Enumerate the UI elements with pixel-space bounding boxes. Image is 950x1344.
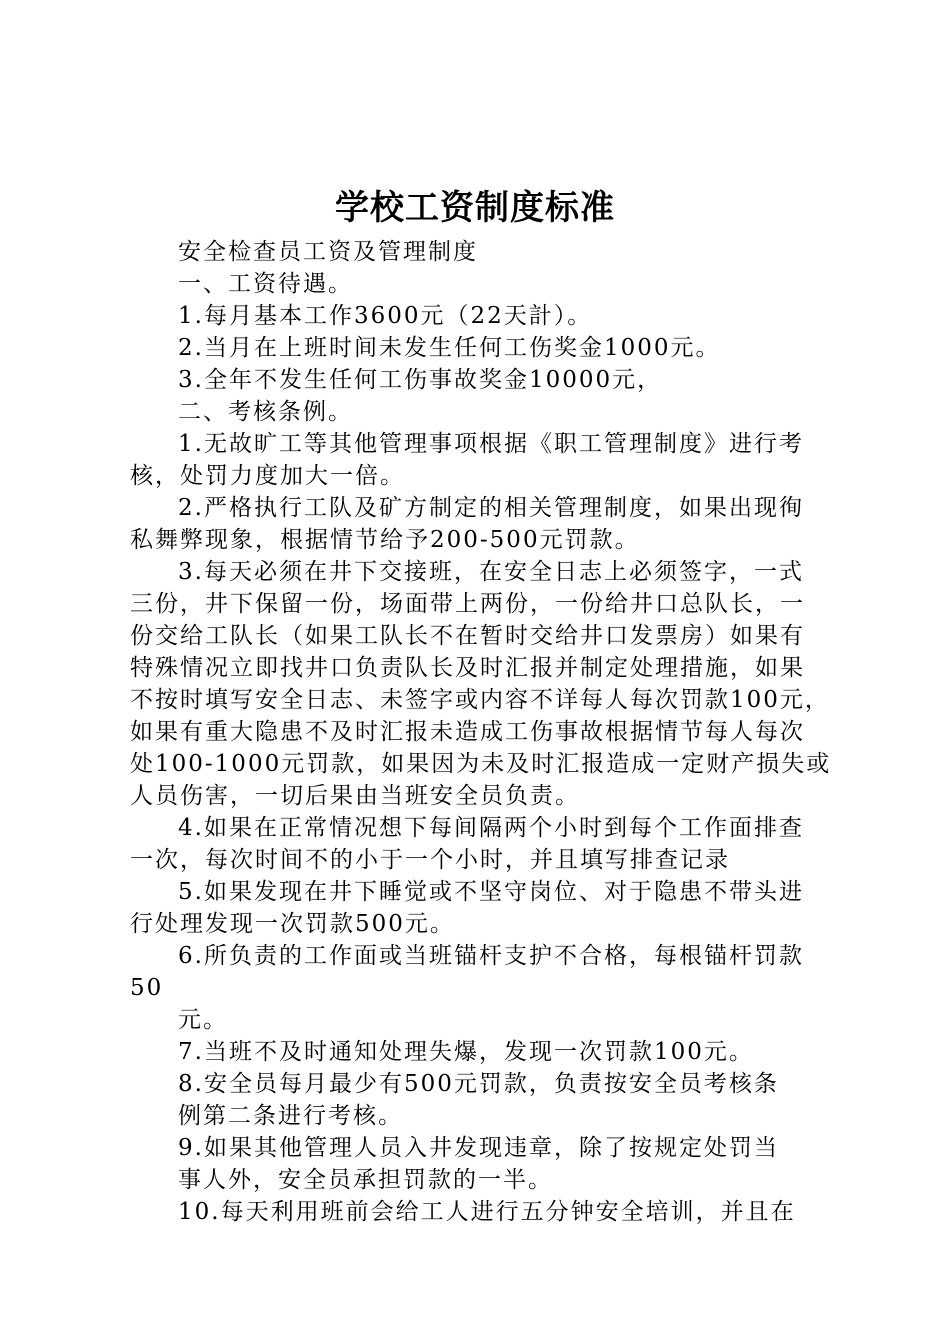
paragraph-line: 8.安全员每月最少有500元罚款，负责按安全员考核条 — [178, 1071, 779, 1097]
paragraph-line: 不按时填写安全日志、未签字或内容不详每人每次罚款100元， — [130, 687, 830, 713]
paragraph-line: 6.所负责的工作面或当班锚杆支护不合格，每根锚杆罚款 — [178, 943, 804, 969]
paragraph-line: 如果有重大隐患不及时汇报未造成工伤事故根据情节每人每次 — [130, 719, 805, 745]
paragraph-line: 三份，井下保留一份，场面带上两份，一份给井口总队长，一 — [130, 591, 805, 617]
paragraph-line: 私舞弊现象，根据情节给予200-500元罚款。 — [130, 527, 640, 553]
section-heading: 二、考核条例。 — [178, 399, 353, 425]
paragraph-line: 行处理发现一次罚款500元。 — [130, 911, 455, 937]
paragraph-line: 1.每月基本工作3600元（22天計）。 — [178, 303, 593, 329]
document-body — [130, 236, 835, 1228]
paragraph-line: 事人外，安全员承担罚款的一半。 — [178, 1167, 553, 1193]
paragraph-line: 2.当月在上班时间未发生任何工伤奖金1000元。 — [178, 335, 721, 361]
paragraph-line: 10.每天利用班前会给工人进行五分钟安全培训，并且在 — [178, 1199, 796, 1225]
paragraph-line: 2.严格执行工队及矿方制定的相关管理制度，如果出现徇 — [178, 495, 804, 521]
paragraph-line: 安全检查员工资及管理制度 — [178, 239, 478, 265]
section-heading: 一、工资待遇。 — [178, 271, 353, 297]
paragraph-line: 50 — [130, 975, 164, 1001]
paragraph-line: 7.当班不及时通知处理失爆，发现一次罚款100元。 — [178, 1039, 754, 1065]
paragraph-line: 人员伤害，一切后果由当班安全员负责。 — [130, 783, 580, 809]
paragraph-line: 特殊情况立即找井口负责队长及时汇报并制定处理措施，如果 — [130, 655, 805, 681]
paragraph-line: 核，处罚力度加大一倍。 — [130, 463, 405, 489]
paragraph-line: 3.每天必须在井下交接班，在安全日志上必须签字，一式 — [178, 559, 804, 585]
paragraph-line: 9.如果其他管理人员入井发现违章，除了按规定处罚当 — [178, 1135, 779, 1161]
paragraph-line: 一次，每次时间不的小于一个小时，并且填写排查记录 — [130, 847, 730, 873]
document-title: 学校工资制度标准 — [335, 188, 615, 228]
paragraph-line: 3.全年不发生任何工伤事故奖金10000元， — [178, 367, 663, 393]
paragraph-line: 4.如果在正常情况想下每间隔两个小时到每个工作面排查 — [178, 815, 804, 841]
paragraph-line: 1.无故旷工等其他管理事项根据《职工管理制度》进行考 — [178, 431, 804, 457]
paragraph-line: 元。 — [178, 1007, 228, 1033]
paragraph-line: 例第二条进行考核。 — [178, 1103, 403, 1129]
paragraph-line: 5.如果发现在井下睡觉或不坚守岗位、对于隐患不带头进 — [178, 879, 804, 905]
paragraph-line: 处100-1000元罚款，如果因为未及时汇报造成一定财产损失或 — [130, 751, 832, 777]
paragraph-line: 份交给工队长（如果工队长不在暂时交给井口发票房）如果有 — [130, 623, 805, 649]
